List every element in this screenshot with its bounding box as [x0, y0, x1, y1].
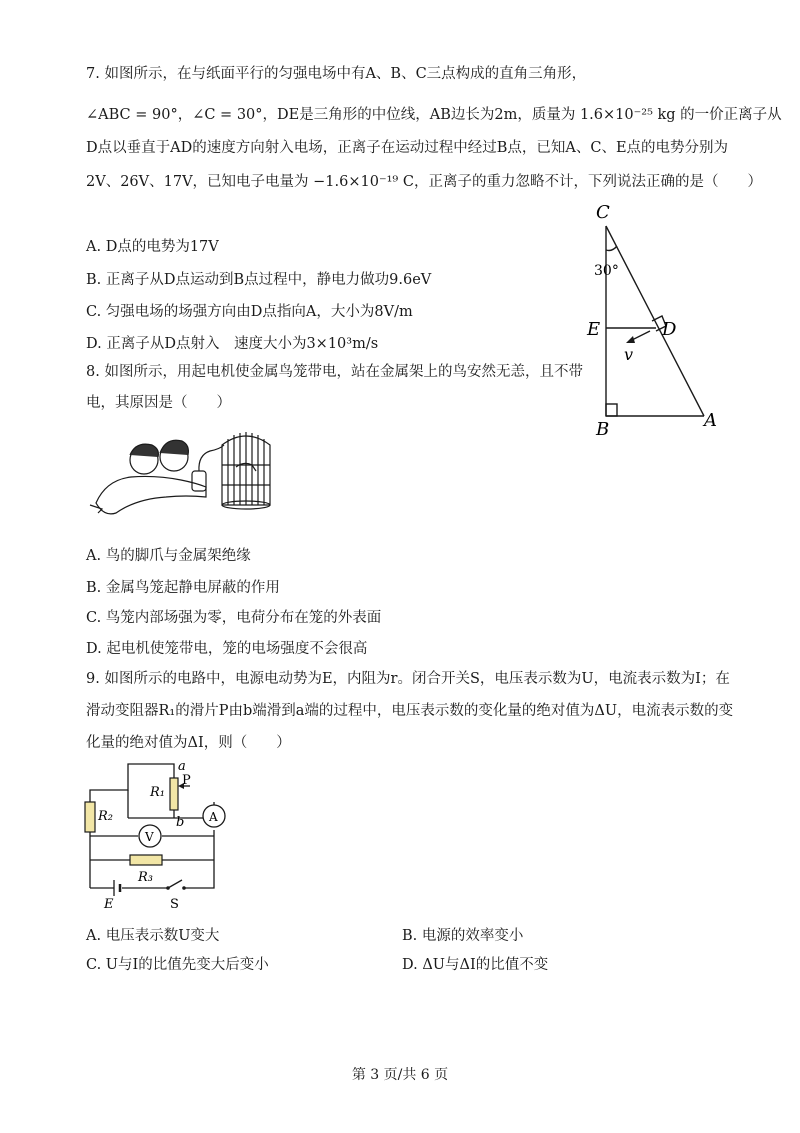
q7-option-c: C. 匀强电场的场强方向由D点指向A，大小为8V/m — [86, 304, 413, 320]
child-hand — [90, 505, 102, 513]
q7-line-1: 7. 如图所示，在与纸面平行的匀强电场中有A、B、C三点构成的直角三角形， — [86, 66, 587, 82]
q8-option-d: D. 起电机使笼带电，笼的电场强度不会很高 — [86, 641, 368, 657]
label-r3: R₃ — [138, 870, 153, 885]
q8-option-b: B. 金属鸟笼起静电屏蔽的作用 — [86, 580, 280, 596]
triangle-figure — [580, 198, 730, 438]
q7-line-3: D点以垂直于AD的速度方向射入电场，正离子在运动过程中经过B点，已知A、C、E点的电势分别为 — [86, 140, 729, 156]
label-ammeter: A — [209, 810, 218, 824]
q9-option-d: D. ΔU与ΔI的比值不变 — [402, 957, 549, 973]
label-switch-s: S — [170, 897, 179, 910]
label-voltmeter: V — [145, 830, 154, 844]
q9-option-c: C. U与I的比值先变大后变小 — [86, 957, 269, 973]
q8-option-a: A. 鸟的脚爪与金属架绝缘 — [86, 548, 251, 564]
resistor-r3 — [130, 855, 162, 865]
resistor-r1 — [170, 778, 178, 810]
generator — [192, 471, 206, 491]
resistor-r2 — [85, 802, 95, 832]
label-terminal-b: b — [176, 815, 185, 830]
label-slider-p: P — [182, 773, 191, 788]
page-footer: 第 3 页/共 6 页 — [351, 1067, 449, 1083]
q9-option-a: A. 电压表示数U变大 — [86, 928, 220, 944]
wire — [199, 445, 224, 471]
q7-line-2: ∠ABC = 90°，∠C = 30°，DE是三角形的中位线，AB边长为2m，质量为 1.6×10⁻²⁵ kg 的一价正离子从 — [86, 107, 782, 123]
q7-line-4: 2V、26V、17V，已知电子电量为 −1.6×10⁻¹⁹ C，正离子的重力忽略不计，下列说法正确的是（ ） — [86, 174, 762, 190]
q9-line-3: 化量的绝对值为ΔI，则（ ） — [86, 735, 291, 751]
q7-option-a: A. D点的电势为17V — [86, 239, 219, 255]
q9-line-1: 9. 如图所示的电路中，电源电动势为E，内阻为r。闭合开关S，电压表示数为U，电流表示数为I；在 — [86, 671, 730, 687]
label-d: D — [662, 319, 677, 340]
velocity-arrowhead — [626, 336, 635, 343]
q7-option-b: B. 正离子从D点运动到B点过程中，静电力做功9.6eV — [86, 272, 432, 288]
q8-line-1: 8. 如图所示，用起电机使金属鸟笼带电，站在金属架上的鸟安然无恙，且不带 — [86, 364, 583, 380]
label-c: C — [596, 202, 610, 223]
label-r2: R₂ — [98, 809, 113, 824]
label-v: v — [624, 345, 634, 364]
q8-line-2: 电，其原因是（ ） — [86, 395, 231, 411]
child-hair-1 — [130, 444, 158, 457]
children-bodies — [96, 476, 206, 513]
wire-switch-right — [184, 860, 214, 888]
label-angle: 30° — [594, 263, 619, 279]
label-e: E — [587, 319, 601, 340]
label-emf-e: E — [104, 897, 114, 910]
q9-option-b: B. 电源的效率变小 — [402, 928, 524, 944]
label-b: B — [596, 419, 610, 438]
q8-option-c: C. 鸟笼内部场强为零，电荷分布在笼的外表面 — [86, 610, 382, 626]
birdcage-illustration — [86, 425, 286, 525]
label-a: A — [704, 410, 717, 431]
wire-top-left — [90, 764, 174, 888]
side-ca — [606, 226, 704, 416]
circuit-diagram — [78, 758, 238, 910]
label-r1: R₁ — [150, 785, 165, 800]
q7-option-d: D. 正离子从D点射入 速度大小为3×10³m/s — [86, 336, 379, 352]
right-angle-b — [606, 404, 617, 416]
switch-blade — [168, 880, 182, 888]
angle-arc-c — [606, 246, 617, 251]
child-hair-2 — [160, 440, 188, 455]
q9-line-2: 滑动变阻器R₁的滑片P由b端滑到a端的过程中，电压表示数的变化量的绝对值为ΔU，电流表示数的变 — [86, 703, 734, 719]
label-terminal-a: a — [178, 759, 186, 774]
